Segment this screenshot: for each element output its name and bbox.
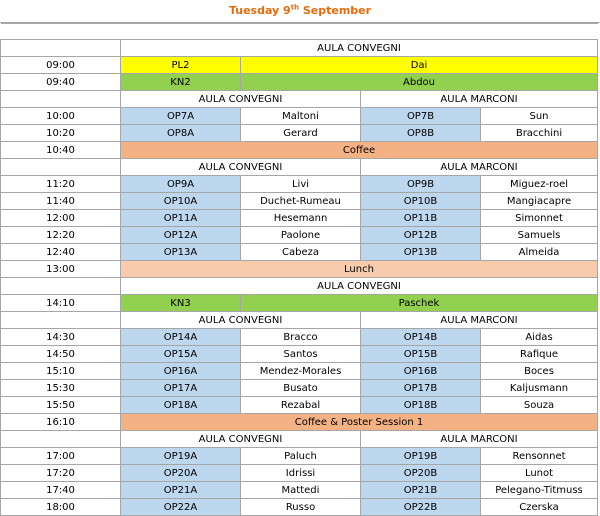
time-cell: 17:40 — [1, 482, 121, 499]
speaker-name-b: Samuels — [481, 227, 598, 244]
session-code-a: OP15A — [121, 346, 241, 363]
room-name: AULA CONVEGNI — [121, 40, 598, 57]
speaker-name-a: Livi — [241, 176, 361, 193]
talk-row — [1, 329, 598, 346]
session-code-b: OP12B — [361, 227, 481, 244]
schedule-title — [0, 0, 600, 23]
time-cell — [1, 40, 121, 57]
time-cell: 14:30 — [1, 329, 121, 346]
time-cell — [1, 159, 121, 176]
speaker-name-b: Souza — [481, 397, 598, 414]
session-code-a: OP14A — [121, 329, 241, 346]
break-label: Coffee & Poster Session 1 — [121, 414, 598, 431]
title-ordinal: th — [290, 3, 300, 12]
time-cell: 10:00 — [1, 108, 121, 125]
time-cell: 11:40 — [1, 193, 121, 210]
session-code-b: OP13B — [361, 244, 481, 261]
session-code-b: OP7B — [361, 108, 481, 125]
time-cell — [1, 278, 121, 295]
time-cell: 15:30 — [1, 380, 121, 397]
session-code-a: OP11A — [121, 210, 241, 227]
break-row — [1, 142, 598, 159]
time-cell — [1, 431, 121, 448]
time-cell: 12:40 — [1, 244, 121, 261]
talk-row — [1, 448, 598, 465]
session-code-a: OP21A — [121, 482, 241, 499]
session-code-a: OP22A — [121, 499, 241, 516]
title-month: September — [299, 4, 372, 17]
session-code-a: OP13A — [121, 244, 241, 261]
session-code-b: OP14B — [361, 329, 481, 346]
break-row — [1, 261, 598, 278]
plenary-row — [1, 295, 598, 312]
speaker-name-b: Aidas — [481, 329, 598, 346]
session-code-b: OP16B — [361, 363, 481, 380]
talk-row — [1, 176, 598, 193]
time-cell: 18:00 — [1, 499, 121, 516]
speaker-name-b: Rensonnet — [481, 448, 598, 465]
break-row — [1, 414, 598, 431]
speaker-name-a: Paluch — [241, 448, 361, 465]
speaker-name: Dai — [241, 57, 598, 74]
speaker-name-b: Czerska — [481, 499, 598, 516]
session-code-a: OP18A — [121, 397, 241, 414]
session-code-a: OP10A — [121, 193, 241, 210]
session-code-b: OP10B — [361, 193, 481, 210]
session-code-b: OP19B — [361, 448, 481, 465]
session-code-b: OP9B — [361, 176, 481, 193]
time-cell: 15:10 — [1, 363, 121, 380]
speaker-name-a: Bracco — [241, 329, 361, 346]
room-header-row — [1, 91, 598, 108]
time-cell: 12:20 — [1, 227, 121, 244]
time-cell: 10:40 — [1, 142, 121, 159]
room-header-row — [1, 431, 598, 448]
speaker-name-a: Duchet-Rumeau — [241, 193, 361, 210]
session-code-b: OP20B — [361, 465, 481, 482]
session-code: KN3 — [121, 295, 241, 312]
time-cell: 11:20 — [1, 176, 121, 193]
room-name-left: AULA CONVEGNI — [121, 312, 361, 329]
time-cell — [1, 312, 121, 329]
speaker-name-b: Mangiacapre — [481, 193, 598, 210]
room-header-row — [1, 40, 598, 57]
speaker-name-b: Lunot — [481, 465, 598, 482]
session-code-a: OP20A — [121, 465, 241, 482]
speaker-name-b: Simonnet — [481, 210, 598, 227]
room-header-row — [1, 312, 598, 329]
session-code-b: OP18B — [361, 397, 481, 414]
time-cell: 17:00 — [1, 448, 121, 465]
time-cell: 14:10 — [1, 295, 121, 312]
talk-row — [1, 210, 598, 227]
session-code-a: OP9A — [121, 176, 241, 193]
time-cell: 10:20 — [1, 125, 121, 142]
speaker-name-b: Kaljusmann — [481, 380, 598, 397]
schedule-table — [0, 23, 598, 516]
speaker-name-a: Busato — [241, 380, 361, 397]
talk-row — [1, 397, 598, 414]
speaker-name-a: Cabeza — [241, 244, 361, 261]
speaker-name-a: Rezabal — [241, 397, 361, 414]
time-cell: 17:20 — [1, 465, 121, 482]
time-cell: 12:00 — [1, 210, 121, 227]
room-name-left: AULA CONVEGNI — [121, 431, 361, 448]
speaker-name-b: Almeida — [481, 244, 598, 261]
session-code-b: OP11B — [361, 210, 481, 227]
break-label: Coffee — [121, 142, 598, 159]
speaker-name-a: Mendez-Morales — [241, 363, 361, 380]
room-name: AULA CONVEGNI — [121, 278, 598, 295]
session-code-a: OP19A — [121, 448, 241, 465]
talk-row — [1, 346, 598, 363]
room-header-row — [1, 159, 598, 176]
room-name-right: AULA MARCONI — [361, 91, 598, 108]
speaker-name-b: Sun — [481, 108, 598, 125]
speaker-name-a: Santos — [241, 346, 361, 363]
room-name-right: AULA MARCONI — [361, 159, 598, 176]
session-code-a: OP12A — [121, 227, 241, 244]
talk-row — [1, 193, 598, 210]
talk-row — [1, 363, 598, 380]
speaker-name-a: Gerard — [241, 125, 361, 142]
room-header-row — [1, 278, 598, 295]
speaker-name-a: Paolone — [241, 227, 361, 244]
speaker-name-a: Maltoni — [241, 108, 361, 125]
session-code-a: OP17A — [121, 380, 241, 397]
session-code-b: OP22B — [361, 499, 481, 516]
session-code-b: OP17B — [361, 380, 481, 397]
time-cell: 14:50 — [1, 346, 121, 363]
time-cell: 16:10 — [1, 414, 121, 431]
time-cell — [1, 91, 121, 108]
talk-row — [1, 499, 598, 516]
session-code: KN2 — [121, 74, 241, 91]
speaker-name: Abdou — [241, 74, 598, 91]
speaker-name: Paschek — [241, 295, 598, 312]
speaker-name-a: Russo — [241, 499, 361, 516]
time-cell: 09:00 — [1, 57, 121, 74]
spacer-row — [1, 24, 598, 40]
plenary-row — [1, 57, 598, 74]
spacer-cell — [1, 24, 598, 40]
speaker-name-b: Pelegano-Titmuss — [481, 482, 598, 499]
speaker-name-b: Miguez-roel — [481, 176, 598, 193]
talk-row — [1, 244, 598, 261]
session-code-b: OP21B — [361, 482, 481, 499]
room-name-right: AULA MARCONI — [361, 431, 598, 448]
schedule-body — [1, 24, 598, 516]
room-name-left: AULA CONVEGNI — [121, 91, 361, 108]
session-code-a: OP8A — [121, 125, 241, 142]
talk-row — [1, 227, 598, 244]
speaker-name-a: Hesemann — [241, 210, 361, 227]
break-label: Lunch — [121, 261, 598, 278]
talk-row — [1, 465, 598, 482]
speaker-name-b: Bracchini — [481, 125, 598, 142]
room-name-right: AULA MARCONI — [361, 312, 598, 329]
session-code-a: OP7A — [121, 108, 241, 125]
speaker-name-a: Idrissi — [241, 465, 361, 482]
session-code: PL2 — [121, 57, 241, 74]
time-cell: 15:50 — [1, 397, 121, 414]
speaker-name-b: Rafique — [481, 346, 598, 363]
room-name-left: AULA CONVEGNI — [121, 159, 361, 176]
talk-row — [1, 125, 598, 142]
plenary-row — [1, 74, 598, 91]
title-day: Tuesday 9 — [228, 4, 291, 17]
talk-row — [1, 380, 598, 397]
talk-row — [1, 482, 598, 499]
time-cell: 13:00 — [1, 261, 121, 278]
talk-row — [1, 108, 598, 125]
session-code-b: OP15B — [361, 346, 481, 363]
session-code-a: OP16A — [121, 363, 241, 380]
session-code-b: OP8B — [361, 125, 481, 142]
time-cell: 09:40 — [1, 74, 121, 91]
speaker-name-b: Boces — [481, 363, 598, 380]
speaker-name-a: Mattedi — [241, 482, 361, 499]
